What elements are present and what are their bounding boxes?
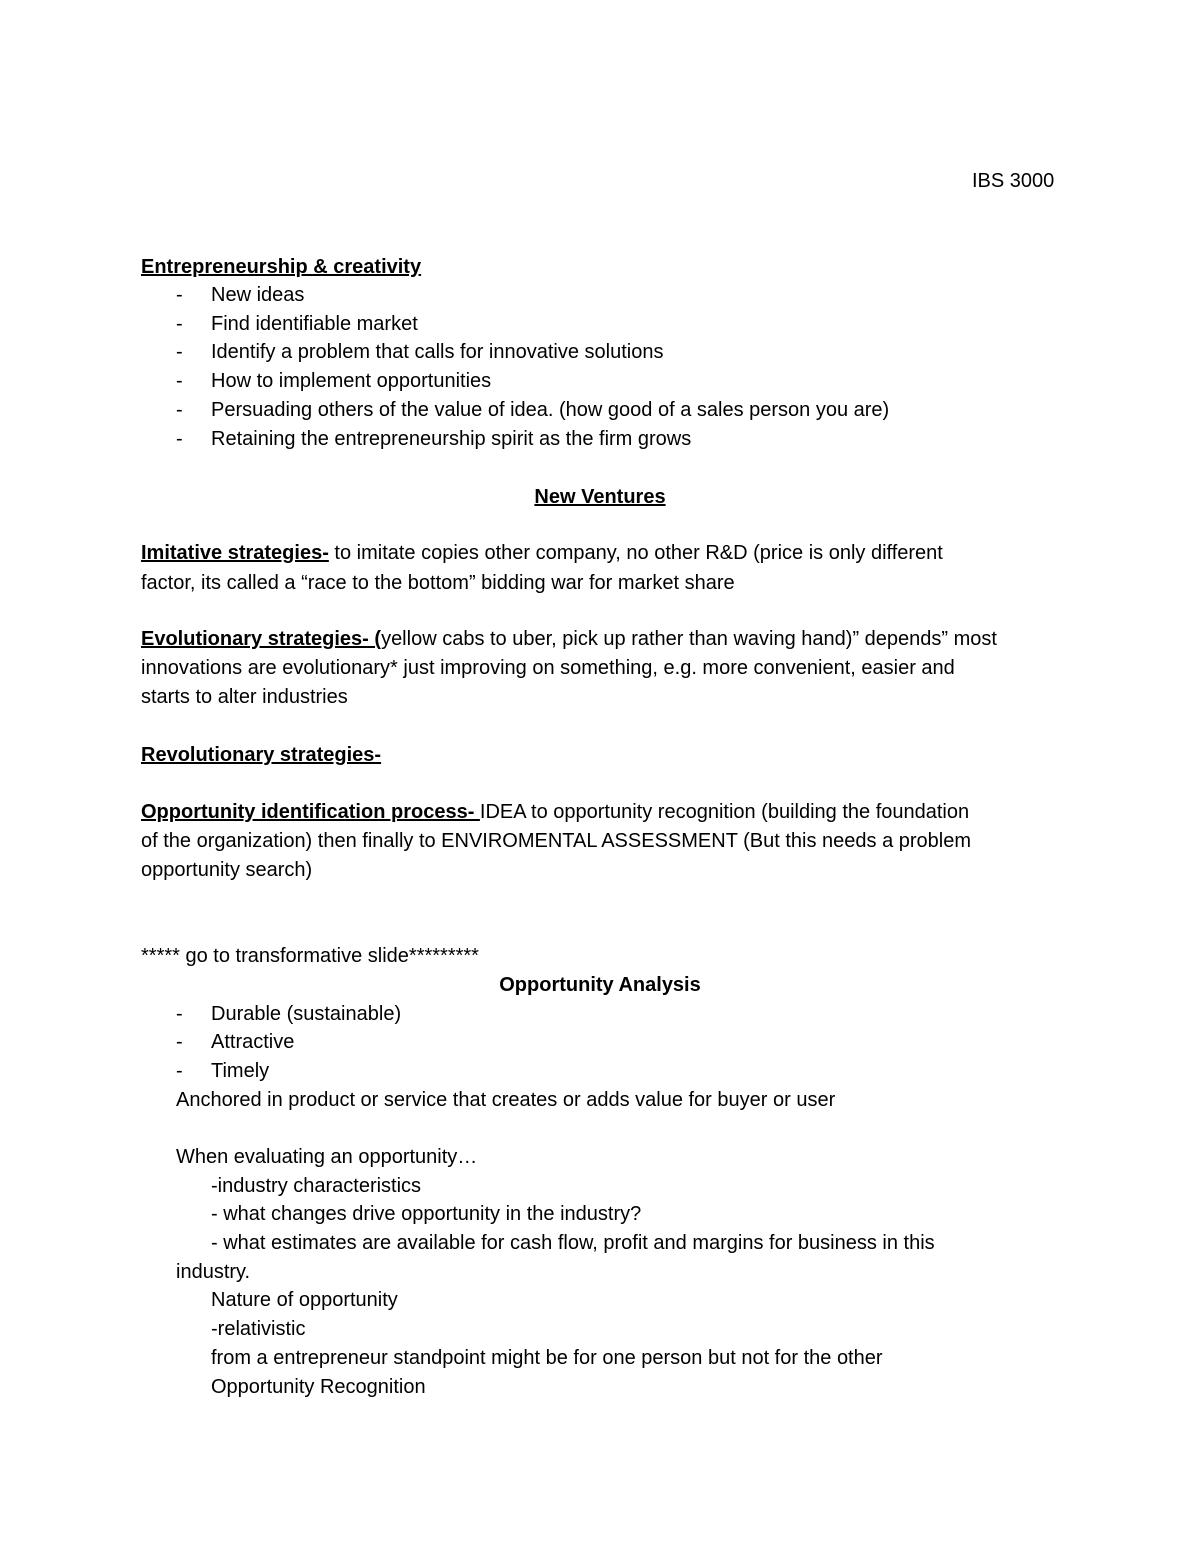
list-item-text: Find identifiable market (211, 313, 418, 335)
opportunity-process-line-2: of the organization) then finally to ENVIROMENTAL ASSESSMENT (But this needs a problem (141, 830, 972, 852)
bullet-dash: - (176, 313, 183, 335)
bullet-dash: - (176, 399, 183, 421)
imitative-label: Imitative strategies- (141, 542, 329, 564)
course-code: IBS 3000 (972, 170, 1055, 192)
bullet-dash: - (176, 1031, 183, 1053)
bullet-dash: - (176, 341, 183, 363)
evolutionary-paragraph-line-3: starts to alter industries (141, 686, 348, 708)
bullet-dash: - (176, 1003, 183, 1025)
evaluating-sub-1: -industry characteristics (211, 1175, 422, 1197)
bullet-dash: - (176, 284, 183, 306)
bullet-dash: - (176, 1060, 183, 1082)
anchored-text: Anchored in product or service that creates or adds value for buyer or user (176, 1089, 836, 1111)
section-heading-opportunity-analysis: Opportunity Analysis (499, 974, 701, 996)
imitative-text: to imitate copies other company, no other R&D (price is only different (328, 542, 943, 564)
evaluating-sub-3-continued: industry. (176, 1261, 251, 1283)
opportunity-process-label: Opportunity identification process- (141, 801, 480, 823)
opportunity-process-line-1 (141, 800, 969, 824)
imitative-paragraph-line-2: factor, its called a “race to the bottom” bidding war for market share (141, 572, 735, 594)
transformative-slide-note: ***** go to transformative slide********* (141, 945, 479, 967)
list-item-text: New ideas (211, 284, 305, 306)
section-heading-entrepreneurship: Entrepreneurship & creativity (141, 256, 422, 278)
list-item-text: Timely (211, 1060, 270, 1082)
list-item-text: Attractive (211, 1031, 295, 1053)
section-heading-new-ventures: New Ventures (534, 486, 666, 508)
evolutionary-paragraph-line-2: innovations are evolutionary* just improving on something, e.g. more convenient, easier and (141, 657, 955, 679)
list-item-text: Persuading others of the value of idea. (how good of a sales person you are) (211, 399, 890, 421)
opportunity-process-line-3: opportunity search) (141, 859, 313, 881)
list-item-text: Retaining the entrepreneurship spirit as the firm grows (211, 428, 692, 450)
relativistic-text: -relativistic (211, 1318, 306, 1340)
evolutionary-paragraph-line-1 (141, 627, 997, 651)
opportunity-recognition-text: Opportunity Recognition (211, 1376, 426, 1398)
opportunity-process-text: IDEA to opportunity recognition (building the foundation (479, 801, 970, 823)
list-item-text: How to implement opportunities (211, 370, 492, 392)
nature-of-opportunity: Nature of opportunity (211, 1289, 398, 1311)
bullet-dash: - (176, 428, 183, 450)
standpoint-text: from a entrepreneur standpoint might be for one person but not for the other (211, 1347, 883, 1369)
bullet-dash: - (176, 370, 183, 392)
evaluating-sub-2: - what changes drive opportunity in the industry? (211, 1203, 642, 1225)
list-item-text: Identify a problem that calls for innovative solutions (211, 341, 664, 363)
imitative-paragraph-line-1 (141, 541, 943, 565)
evolutionary-text: yellow cabs to uber, pick up rather than waving hand)” depends” most (381, 628, 997, 650)
evolutionary-label: Evolutionary strategies- ( (141, 628, 382, 650)
revolutionary-label: Revolutionary strategies- (141, 744, 382, 766)
evaluating-text: When evaluating an opportunity… (176, 1146, 478, 1168)
list-item-text: Durable (sustainable) (211, 1003, 402, 1025)
evaluating-sub-3: - what estimates are available for cash flow, profit and margins for business in this (211, 1232, 935, 1254)
